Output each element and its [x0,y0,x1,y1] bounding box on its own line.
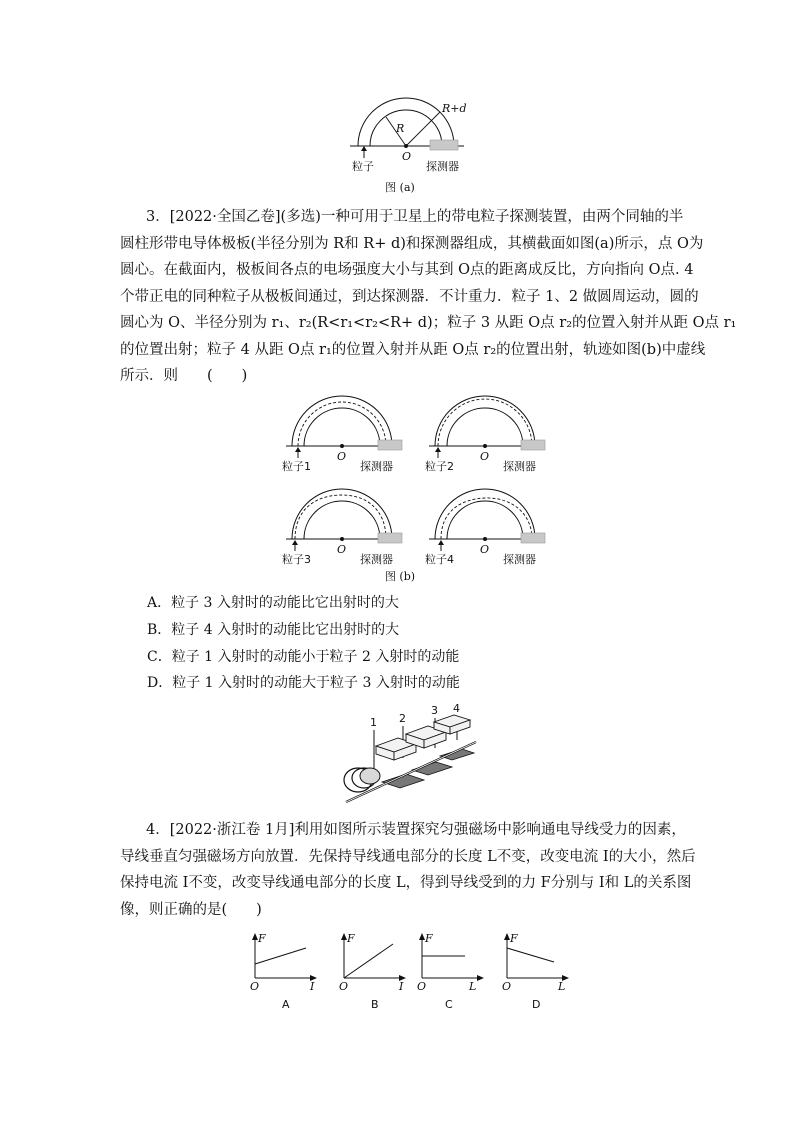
graph-a-o: O [250,980,260,993]
figure-a-caption: 图 (a) [385,181,415,194]
panel-3-detector: 探测器 [360,553,393,566]
graph-c-caption: C [445,998,453,1011]
fig-a-label-R: R [396,122,405,135]
apparatus-label-4: 4 [453,702,460,715]
graph-a-caption: A [282,998,290,1011]
figure-b-caption: 图 (b) [384,570,416,583]
q3-option-a: A．粒子 3 入射时的动能比它出射时的大 [147,595,399,611]
fig-a-label-O: O [402,150,412,163]
graph-b-y: F [347,932,355,945]
question-3-line: 的位置出射；粒子 4 从距 O点 r₁的位置入射并从距 O点 r₂的位置出射，轨迹如图(b)中虚线 [120,341,706,358]
question-4-line: 导线垂直匀强磁场方向放置．先保持导线通电部分的长度 L不变，改变电流 I的大小，然后 [120,848,696,865]
graph-d-o: O [502,980,512,993]
graph-a-x: I [310,980,315,993]
graph-d-caption: D [532,998,541,1011]
question-4-line: 4．[2022·浙江卷 1月]利用如图所示装置探究匀强磁场中影响通电导线受力的因素， [146,822,686,838]
graph-c-o: O [417,980,427,993]
panel-1-O: O [337,450,347,463]
graph-d-x: L [558,980,566,993]
question-3-line: 圆心。在截面内，极板间各点的电场强度大小与其到 O点的距离成反比，方向指向 O点. 4 [120,262,694,278]
panel-2-detector: 探测器 [503,460,536,473]
panel-1-detector: 探测器 [360,460,393,473]
panel-4-particle: 粒子4 [425,553,454,566]
apparatus-figure [336,698,476,810]
q3-option-c: C．粒子 1 入射时的动能小于粒子 2 入射时的动能 [147,649,460,665]
figure-b-panel-1 [282,394,412,479]
question-3-line: 3．[2022·全国乙卷](多选)一种可用于卫星上的带电粒子探测装置，由两个同轴的半 [146,209,684,225]
panel-3-particle: 粒子3 [282,553,311,566]
graph-c-x: L [469,980,477,993]
q3-option-b: B．粒子 4 入射时的动能比它出射时的大 [147,622,400,638]
figure-a [340,90,480,190]
question-3-line: 圆心为 O、半径分别为 r₁、r₂(R<r₁<r₂<R+ d)；粒子 3 从距 O点 r₂的位置入射并从距 O点 r₁ [120,315,737,331]
question-4-line: 保持电流 I不变，改变导线通电部分的长度 L，得到导线受到的力 F分别与 I和 L的关系图 [120,875,692,891]
apparatus-label-2: 2 [399,712,406,725]
graph-b-caption: B [371,998,379,1011]
q3-option-d: D．粒子 1 入射时的动能大于粒子 3 入射时的动能 [147,675,460,691]
fig-a-label-particle: 粒子 [352,160,374,173]
panel-2-particle: 粒子2 [425,460,454,473]
graph-a-y: F [258,932,266,945]
graph-a [246,930,326,1011]
graph-b-x: I [399,980,404,993]
graph-d [498,930,578,1011]
panel-2-O: O [480,450,490,463]
panel-4-detector: 探测器 [503,553,536,566]
panel-3-O: O [337,543,347,556]
graph-d-y: F [510,932,518,945]
apparatus-label-1: 1 [370,716,377,729]
figure-b-panel-4 [425,487,555,572]
figure-b-panel-2 [425,394,555,479]
question-4-text [120,817,696,923]
graph-b [335,930,415,1011]
apparatus-label-3: 3 [431,704,438,717]
fig-a-label-Rd: R+d [442,102,467,115]
question-3-line: 圆柱形带电导体极板(半径分别为 R和 R+ d)和探测器组成，其横截面如图(a)所示，点 O为 [120,235,704,252]
question-3-line: 个带正电的同种粒子从极板间通过，到达探测器．不计重力．粒子 1、2 做圆周运动，圆的 [120,288,699,305]
fig-a-label-detector: 探测器 [426,160,459,173]
question-3-line: 所示．则 ( ) [120,368,248,384]
panel-1-particle: 粒子1 [282,460,311,473]
graph-c [413,930,493,1011]
figure-b-panel-3 [282,487,412,572]
graph-c-y: F [425,932,433,945]
question-4-line: 像，则正确的是( ) [120,901,262,918]
question-3-text [120,204,737,390]
panel-4-O: O [480,543,490,556]
graph-b-o: O [339,980,349,993]
